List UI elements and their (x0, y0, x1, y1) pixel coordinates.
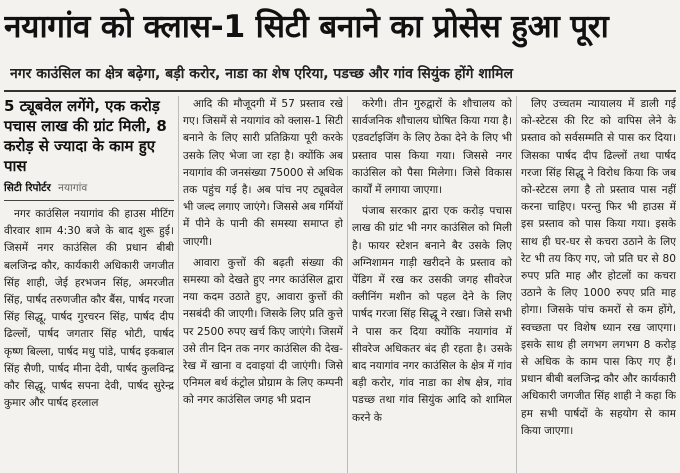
subheadline: नगर काउंसिल का क्षेत्र बढ़ेगा, बड़ी करोर, नाडा का शेष एरिया, पडच्छ और गांव सियुंक होंगे शामिल (10, 66, 514, 82)
headline-divider (4, 90, 676, 92)
byline-reporter: सिटी रिपोर्टर (4, 182, 51, 194)
paragraph: पंजाब सरकार द्वारा एक करोड़ पचास लाख की ग्रांट भी नगर काउंसिल को मिली है। फायर स्टेशन बनाने बैर उसके लिए अग्निशामन गाड़ी खरीदने के प्रस्ताव को पेंडिग में रख कर उसकी जगह सीवरेज क्लीनिंग मशीन को पहल देने के लिए पार्षद गरजा सिंह सिद्धू ने रखा। जिसे सभी ने पास कर दिया क्योंकि नयागांव में सीवरेज अधिकतर बंद ही रहता है। उसके बाद नयागांव नगर काउंसिल के क्षेत्र में गांव बड़ी करोर, गांव नाडा का शेष क्षेत्र, गांव पडच्छ तथा गांव सियुंक आदि को शामिल करने के (352, 205, 512, 424)
paragraph: आवारा कुत्तों की बढ़ती संख्या की समस्या को देखते हुए नगर काउंसिल द्वारा नया कदम उठाते हुए, आवारा कुत्तों की नसबंदी की जाएगी। जिसके लिए प्रति कुत्ते पर 2500 रुपए खर्च किए जाएंगे। जिसमें उसे तीन दिन तक नगर काउंसिल की देख-रेख में खाना व दवाइयां दी जाएंगी। जिसे एनिमल बर्थ कंट्रोल प्रोग्राम के लिए कम्पनी को नगर काउंसिल जगह भी प्रदान (183, 256, 343, 407)
byline (4, 180, 174, 196)
article-column-2 (183, 96, 343, 473)
paragraph: आदि की मौजूदगी में 57 प्रस्ताव रखे गए। जिसमें से नयागांव को क्लास-1 सिटी बनाने के लिए सारी प्रतिक्रिया पूरी करके उसके लिए भेजा जा रहा है। क्योंकि अब नयागांव की जनसंख्या 75000 से अधिक तक पहुंच गई है। अब पांच नए ट्यूबवेल भी जल्द लगाए जाएंगे। जिससे अब गर्मियों में पीने के पानी की समस्या समाप्त हो जाएगी। (183, 98, 343, 248)
paragraph: लिए उच्चतम न्यायालय में डाली गई को-स्टेटस की रिट को वापिस लेने के प्रस्ताव को सर्वसम्मति से पास कर दिया। जिसका पार्षद दीप ढिल्लों तथा पार्षद गरजा सिंह सिद्धू ने विरोध किया कि जब को-स्टेटस लगा है तो प्रस्ताव पास नहीं करना चाहिए। परन्तु फिर भी हाउस में इस प्रस्ताव को पास किया गया। इसके साथ ही घर-घर से कचरा उठाने के लिए रेट भी तय किए गए, जो प्रति घर से 80 रुपए प्रति माह और होटलों का कचरा उठाने के लिए 1000 रुपए प्रति माह होगा। जिसके पांच कमरों से कम होंगे, स्वच्छता पर विशेष ध्यान रख जाएगा। इसके साथ ही लगभग लगभग 8 करोड़ से अधिक के काम पास किए गए हैं। प्रधान बीबी बलजिन्द्र कौर और कार्यकारी अधिकारी जगजीत सिंह शाही ने कहा कि हम सभी पार्षदों के सहयोग से काम किया जाएगा। (521, 98, 676, 437)
lead-divider (4, 200, 174, 201)
article-column-3 (352, 96, 512, 473)
paragraph: करेगी। तीन गुरुद्वारों के शौचालय को सार्वजनिक शौचालय घोषित किया गया है। एडवर्टाइजिंग के लिए ठेका देने के लिए भी प्रस्ताव पास किया गया। जिससे नगर काउंसिल को पैसा मिलेगा। जिसे विकास कार्यों में लगाया जाएगा। (352, 98, 512, 197)
paragraph: नगर काउंसिल नयागांव की हाउस मीटिंग वीरवार शाम 4:30 बजे के बाद शुरू हुई। जिसमें नगर काउंसिल की प्रधान बीबी बलजिन्द्र कौर, कार्यकारी अधिकारी जगजीत सिंह शाही, जेई हरभजन सिंह, अमरजीत सिंह, पार्षद तरुणजीत कौर बैंस, पार्षद गरजा सिंह सिद्धू, पार्षद गुरचरन सिंह, पार्षद दीप ढिल्लों, पार्षद जगतार सिंह भोटी, पार्षद कृष्ण बिल्ला, पार्षद मधु पांडे, पार्षद इकबाल सिंह सैणी, पार्षद मीना देवी, पार्षद कुलविन्द्र कौर सिद्धू, पार्षद सपना देवी, पार्षद सुरेन्द्र कुमार और पार्षद हरलाल (4, 208, 174, 410)
column-divider (347, 96, 348, 473)
headline: नयागांव को क्लास-1 सिटी बनाने का प्रोसेस हुआ पूरा (4, 9, 609, 45)
column-divider (516, 96, 517, 473)
byline-place: नयागांव (58, 182, 88, 194)
column-divider (178, 96, 179, 473)
article-column-4 (521, 96, 676, 473)
lead-summary: 5 ट्यूबवेल लगेंगे, एक करोड़ पचास लाख की ग्रांट मिली, 8 करोड़ से ज्यादा के काम हुए पास (4, 97, 167, 175)
article-column-1 (4, 206, 174, 473)
